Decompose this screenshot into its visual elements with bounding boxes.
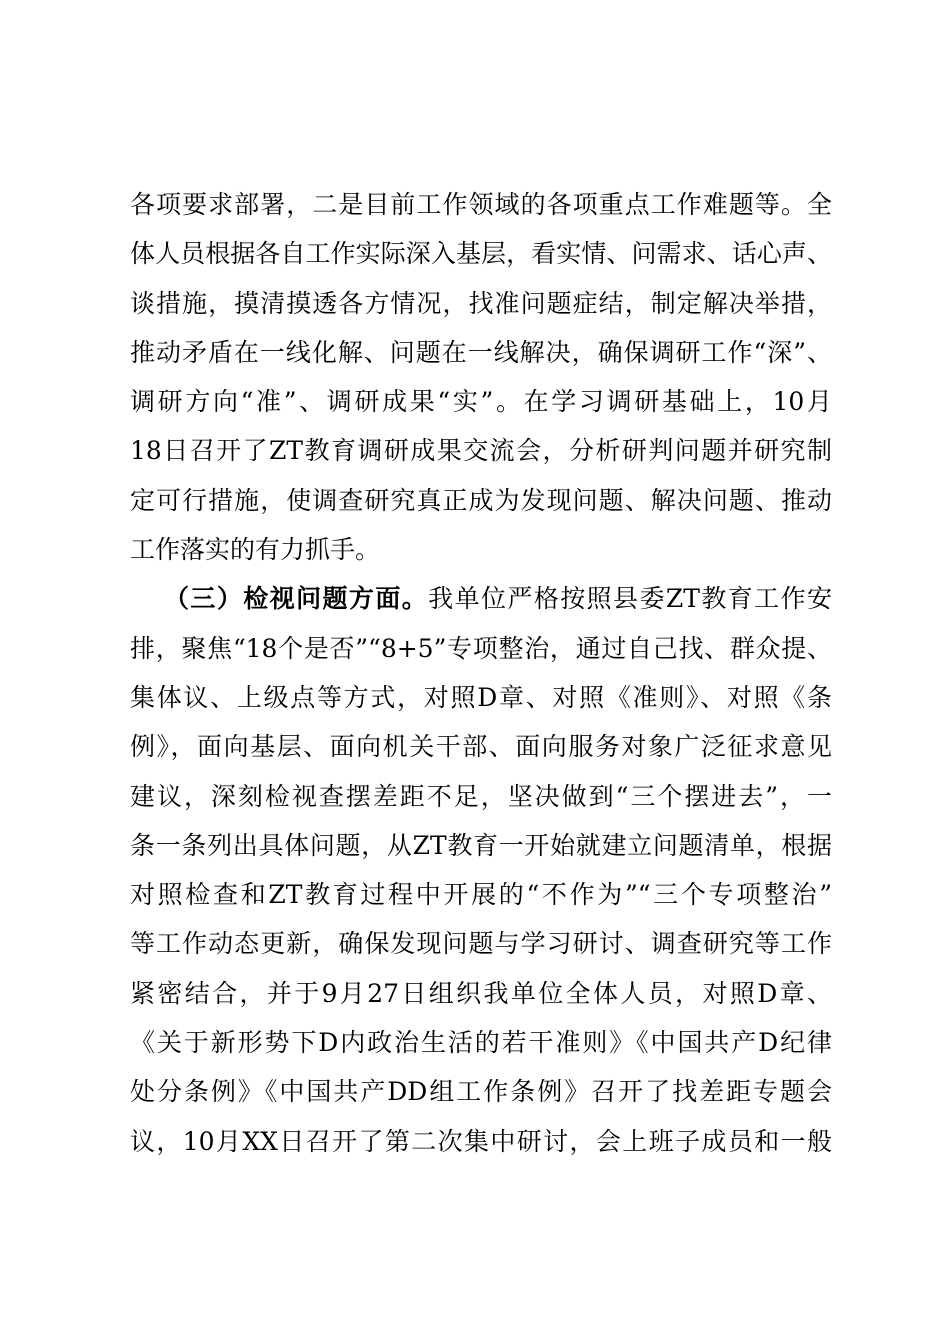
section-heading: （三）检视问题方面。 — [164, 584, 429, 614]
paragraph-line: 对照检查和ZT教育过程中开展的“不作为”“三个专项整治” — [130, 880, 832, 910]
document-body — [130, 180, 832, 1166]
paragraph-line: 条一条列出具体问题，从ZT教育一开始就建立问题清单，根据 — [130, 830, 832, 860]
paragraph-line: 例》，面向基层、面向机关干部、面向服务对象广泛征求意见 — [130, 732, 832, 762]
paragraph-line: 各项要求部署，二是目前工作领域的各项重点工作难题等。全 — [130, 190, 832, 219]
paragraph-line: 调研方向“准”、调研成果“实”。在学习调研基础上，10月 — [130, 387, 832, 417]
section-heading-line — [130, 574, 832, 623]
paragraph-line: 谈措施，摸清摸透各方情况，找准问题症结，制定解决举措， — [130, 288, 832, 318]
paragraph-line: 推动矛盾在一线化解、问题在一线解决，确保调研工作“深”、 — [130, 337, 832, 367]
paragraph-line: 18日召开了ZT教育调研成果交流会，分析研判问题并研究制 — [130, 436, 832, 466]
paragraph-line: 等工作动态更新，确保发现问题与学习研讨、调查研究等工作 — [130, 929, 832, 959]
paragraph-line: 议，10月XX日召开了第二次集中研讨，会上班子成员和一般 — [130, 1126, 832, 1156]
paragraph-line: 《关于新形势下D内政治生活的若干准则》《中国共产D纪律 — [130, 1028, 832, 1058]
paragraph-line: 建议，深刻检视查摆差距不足，坚决做到“三个摆进去”，一 — [130, 781, 832, 811]
paragraph-line: 处分条例》《中国共产DD组工作条例》召开了找差距专题会 — [130, 1077, 832, 1107]
paragraph-line: 紧密结合，并于9月27日组织我单位全体人员，对照D章、 — [130, 978, 832, 1008]
paragraph-line: 排，聚焦“18个是否”“8+5”专项整治，通过自己找、群众提、 — [130, 633, 832, 663]
section-heading-rest: 我单位严格按照县委ZT教育工作安 — [428, 584, 832, 614]
paragraph-line: 集体议、上级点等方式，对照D章、对照《准则》、对照《条 — [130, 682, 832, 712]
paragraph-line: 体人员根据各自工作实际深入基层，看实情、问需求、话心声、 — [130, 239, 832, 269]
paragraph-line: 工作落实的有力抓手。 — [130, 535, 381, 565]
paragraph-line: 定可行措施，使调查研究真正成为发现问题、解决问题、推动 — [130, 485, 832, 515]
